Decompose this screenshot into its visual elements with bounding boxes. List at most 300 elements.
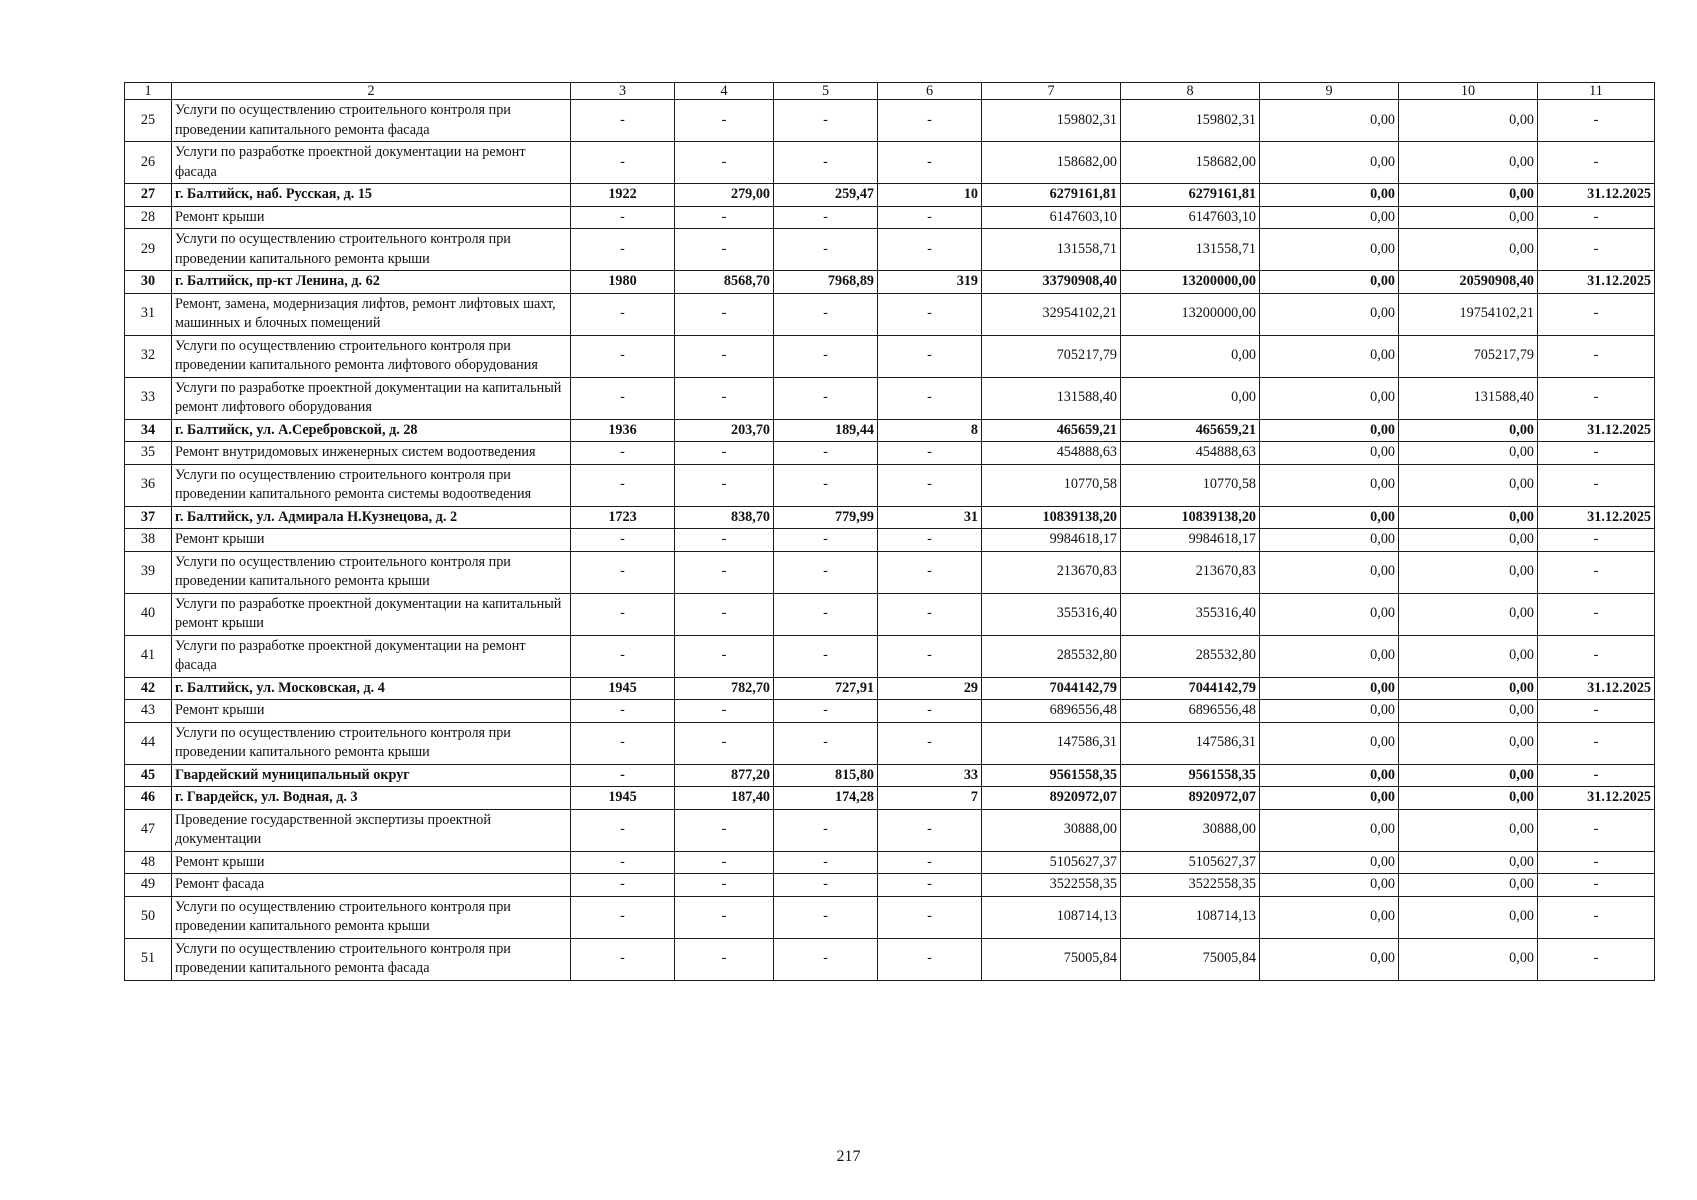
row-number-cell: 46 [125,787,172,810]
owner-cost-cell: 0,00 [1399,764,1538,787]
budget-cost-cell: 0,00 [1260,335,1399,377]
fund-cost-cell: 30888,00 [1121,809,1260,851]
residents-count-cell: - [878,142,982,184]
fund-cost-cell: 131558,71 [1121,229,1260,271]
column-number-10: 10 [1399,83,1538,100]
residents-count-cell: - [878,635,982,677]
premises-area-cell: - [774,635,878,677]
budget-cost-cell: 0,00 [1260,184,1399,207]
fund-cost-cell: 108714,13 [1121,896,1260,938]
owner-cost-cell: 0,00 [1399,896,1538,938]
work-description-cell: Услуги по осуществлению строительного контроля при проведении капитального ремонта фасада [172,100,571,142]
deadline-cell: - [1538,722,1655,764]
owner-cost-cell: 0,00 [1399,100,1538,142]
fund-cost-cell: 9984618,17 [1121,529,1260,552]
deadline-cell: - [1538,635,1655,677]
residents-count-cell: - [878,896,982,938]
year-cell: - [571,377,675,419]
deadline-cell: - [1538,874,1655,897]
total-cost-cell: 465659,21 [982,419,1121,442]
row-number-cell: 43 [125,700,172,723]
total-cost-cell: 33790908,40 [982,271,1121,294]
total-cost-cell: 75005,84 [982,938,1121,980]
deadline-cell: - [1538,229,1655,271]
row-number-cell: 44 [125,722,172,764]
year-cell: 1945 [571,677,675,700]
budget-cost-cell: 0,00 [1260,809,1399,851]
column-number-11: 11 [1538,83,1655,100]
row-number-cell: 48 [125,851,172,874]
premises-area-cell: - [774,938,878,980]
total-cost-cell: 355316,40 [982,593,1121,635]
owner-cost-cell: 0,00 [1399,184,1538,207]
owner-cost-cell: 0,00 [1399,506,1538,529]
table-row [125,529,1655,552]
total-cost-cell: 5105627,37 [982,851,1121,874]
residents-count-cell: - [878,206,982,229]
row-number-cell: 26 [125,142,172,184]
row-number-cell: 37 [125,506,172,529]
budget-cost-cell: 0,00 [1260,851,1399,874]
deadline-cell: 31.12.2025 [1538,787,1655,810]
year-cell: - [571,809,675,851]
table-row [125,635,1655,677]
year-cell: 1723 [571,506,675,529]
total-cost-cell: 6279161,81 [982,184,1121,207]
residents-count-cell: 319 [878,271,982,294]
fund-cost-cell: 6147603,10 [1121,206,1260,229]
total-cost-cell: 32954102,21 [982,293,1121,335]
total-area-cell: - [675,593,774,635]
premises-area-cell: - [774,722,878,764]
total-area-cell: 187,40 [675,787,774,810]
table-row [125,442,1655,465]
deadline-cell: - [1538,593,1655,635]
budget-cost-cell: 0,00 [1260,896,1399,938]
work-description-cell: Гвардейский муниципальный округ [172,764,571,787]
residents-count-cell: - [878,809,982,851]
year-cell: - [571,700,675,723]
budget-cost-cell: 0,00 [1260,722,1399,764]
work-description-cell: Ремонт крыши [172,529,571,552]
deadline-cell: - [1538,938,1655,980]
fund-cost-cell: 285532,80 [1121,635,1260,677]
deadline-cell: - [1538,100,1655,142]
total-cost-cell: 159802,31 [982,100,1121,142]
row-number-cell: 49 [125,874,172,897]
residents-count-cell: 31 [878,506,982,529]
total-area-cell: - [675,851,774,874]
year-cell: - [571,722,675,764]
total-area-cell: 782,70 [675,677,774,700]
row-number-cell: 45 [125,764,172,787]
work-description-cell: Ремонт, замена, модернизация лифтов, ремонт лифтовых шахт, машинных и блочных помещений [172,293,571,335]
owner-cost-cell: 0,00 [1399,809,1538,851]
owner-cost-cell: 131588,40 [1399,377,1538,419]
fund-cost-cell: 158682,00 [1121,142,1260,184]
work-description-cell: Услуги по разработке проектной документации на ремонт фасада [172,635,571,677]
premises-area-cell: - [774,851,878,874]
total-area-cell: - [675,635,774,677]
residents-count-cell: - [878,874,982,897]
page-number: 217 [836,1148,861,1165]
owner-cost-cell: 20590908,40 [1399,271,1538,294]
deadline-cell: - [1538,377,1655,419]
premises-area-cell: 259,47 [774,184,878,207]
row-number-cell: 36 [125,464,172,506]
total-area-cell: - [675,293,774,335]
total-cost-cell: 705217,79 [982,335,1121,377]
work-description-cell: Ремонт внутридомовых инженерных систем водоотведения [172,442,571,465]
year-cell: - [571,100,675,142]
deadline-cell: - [1538,142,1655,184]
table-row [125,764,1655,787]
residents-count-cell: - [878,551,982,593]
total-area-cell: - [675,377,774,419]
residents-count-cell: 29 [878,677,982,700]
premises-area-cell: 779,99 [774,506,878,529]
fund-cost-cell: 13200000,00 [1121,271,1260,294]
row-number-cell: 25 [125,100,172,142]
row-number-cell: 27 [125,184,172,207]
premises-area-cell: - [774,442,878,465]
fund-cost-cell: 10839138,20 [1121,506,1260,529]
table-row [125,271,1655,294]
budget-cost-cell: 0,00 [1260,529,1399,552]
fund-cost-cell: 6896556,48 [1121,700,1260,723]
row-number-cell: 34 [125,419,172,442]
budget-cost-cell: 0,00 [1260,874,1399,897]
table-row [125,938,1655,980]
deadline-cell: - [1538,851,1655,874]
total-area-cell: - [675,464,774,506]
year-cell: - [571,335,675,377]
total-area-cell: - [675,335,774,377]
fund-cost-cell: 10770,58 [1121,464,1260,506]
deadline-cell: - [1538,896,1655,938]
residents-count-cell: - [878,529,982,552]
budget-cost-cell: 0,00 [1260,206,1399,229]
premises-area-cell: - [774,464,878,506]
residents-count-cell: 8 [878,419,982,442]
table-row [125,229,1655,271]
work-description-cell: г. Гвардейск, ул. Водная, д. 3 [172,787,571,810]
column-number-1: 1 [125,83,172,100]
year-cell: - [571,851,675,874]
premises-area-cell: - [774,377,878,419]
year-cell: - [571,874,675,897]
budget-cost-cell: 0,00 [1260,506,1399,529]
row-number-cell: 28 [125,206,172,229]
work-description-cell: г. Балтийск, ул. Адмирала Н.Кузнецова, д. 2 [172,506,571,529]
fund-cost-cell: 213670,83 [1121,551,1260,593]
column-number-4: 4 [675,83,774,100]
budget-cost-cell: 0,00 [1260,787,1399,810]
table-row [125,551,1655,593]
total-area-cell: 877,20 [675,764,774,787]
residents-count-cell: - [878,229,982,271]
budget-cost-cell: 0,00 [1260,551,1399,593]
table-row [125,593,1655,635]
owner-cost-cell: 0,00 [1399,677,1538,700]
work-description-cell: Ремонт крыши [172,700,571,723]
work-description-cell: Услуги по осуществлению строительного контроля при проведении капитального ремонта крыши [172,551,571,593]
table-row [125,700,1655,723]
table-row [125,419,1655,442]
total-area-cell: - [675,809,774,851]
row-number-cell: 39 [125,551,172,593]
budget-cost-cell: 0,00 [1260,271,1399,294]
row-number-cell: 33 [125,377,172,419]
total-area-cell: 8568,70 [675,271,774,294]
total-area-cell: - [675,229,774,271]
owner-cost-cell: 0,00 [1399,529,1538,552]
work-description-cell: г. Балтийск, ул. Московская, д. 4 [172,677,571,700]
work-description-cell: г. Балтийск, пр-кт Ленина, д. 62 [172,271,571,294]
total-cost-cell: 454888,63 [982,442,1121,465]
residents-count-cell: - [878,700,982,723]
total-area-cell: 838,70 [675,506,774,529]
total-cost-cell: 10770,58 [982,464,1121,506]
column-number-row [125,83,1655,100]
column-number-9: 9 [1260,83,1399,100]
deadline-cell: - [1538,529,1655,552]
deadline-cell: - [1538,464,1655,506]
year-cell: - [571,896,675,938]
table-row [125,809,1655,851]
year-cell: - [571,551,675,593]
total-cost-cell: 7044142,79 [982,677,1121,700]
table-row [125,722,1655,764]
fund-cost-cell: 8920972,07 [1121,787,1260,810]
budget-cost-cell: 0,00 [1260,635,1399,677]
owner-cost-cell: 0,00 [1399,229,1538,271]
residents-count-cell: - [878,442,982,465]
total-cost-cell: 30888,00 [982,809,1121,851]
work-description-cell: Услуги по осуществлению строительного контроля при проведении капитального ремонта крыши [172,722,571,764]
work-description-cell: г. Балтийск, ул. А.Серебровской, д. 28 [172,419,571,442]
premises-area-cell: 7968,89 [774,271,878,294]
residents-count-cell: - [878,293,982,335]
fund-cost-cell: 159802,31 [1121,100,1260,142]
premises-area-cell: 815,80 [774,764,878,787]
table-row [125,142,1655,184]
deadline-cell: - [1538,764,1655,787]
total-area-cell: - [675,722,774,764]
premises-area-cell: - [774,529,878,552]
deadline-cell: - [1538,293,1655,335]
budget-cost-cell: 0,00 [1260,293,1399,335]
work-description-cell: Услуги по осуществлению строительного контроля при проведении капитального ремонта крыши [172,229,571,271]
table-row [125,896,1655,938]
row-number-cell: 51 [125,938,172,980]
fund-cost-cell: 7044142,79 [1121,677,1260,700]
work-description-cell: Услуги по осуществлению строительного контроля при проведении капитального ремонта фасада [172,938,571,980]
total-area-cell: - [675,938,774,980]
row-number-cell: 50 [125,896,172,938]
total-cost-cell: 147586,31 [982,722,1121,764]
table-row [125,464,1655,506]
owner-cost-cell: 19754102,21 [1399,293,1538,335]
owner-cost-cell: 0,00 [1399,551,1538,593]
budget-cost-cell: 0,00 [1260,677,1399,700]
total-cost-cell: 285532,80 [982,635,1121,677]
deadline-cell: - [1538,442,1655,465]
residents-count-cell: - [878,335,982,377]
table-row [125,377,1655,419]
work-description-cell: Услуги по разработке проектной документации на ремонт фасада [172,142,571,184]
owner-cost-cell: 0,00 [1399,419,1538,442]
table-row [125,293,1655,335]
work-description-cell: Ремонт крыши [172,206,571,229]
total-cost-cell: 3522558,35 [982,874,1121,897]
year-cell: 1945 [571,787,675,810]
year-cell: - [571,635,675,677]
deadline-cell: - [1538,551,1655,593]
premises-area-cell: - [774,142,878,184]
row-number-cell: 40 [125,593,172,635]
premises-area-cell: - [774,700,878,723]
work-description-cell: г. Балтийск, наб. Русская, д. 15 [172,184,571,207]
table-row [125,335,1655,377]
table-row [125,100,1655,142]
total-area-cell: - [675,100,774,142]
total-cost-cell: 9561558,35 [982,764,1121,787]
total-area-cell: - [675,896,774,938]
budget-cost-cell: 0,00 [1260,229,1399,271]
table-row [125,874,1655,897]
budget-cost-cell: 0,00 [1260,700,1399,723]
deadline-cell: 31.12.2025 [1538,419,1655,442]
year-cell: 1980 [571,271,675,294]
total-cost-cell: 131558,71 [982,229,1121,271]
fund-cost-cell: 13200000,00 [1121,293,1260,335]
fund-cost-cell: 3522558,35 [1121,874,1260,897]
budget-cost-cell: 0,00 [1260,938,1399,980]
budget-cost-cell: 0,00 [1260,464,1399,506]
budget-cost-cell: 0,00 [1260,377,1399,419]
residents-count-cell: - [878,722,982,764]
year-cell: - [571,229,675,271]
table-body [125,83,1655,981]
total-area-cell: 203,70 [675,419,774,442]
row-number-cell: 35 [125,442,172,465]
owner-cost-cell: 0,00 [1399,206,1538,229]
table-row [125,677,1655,700]
year-cell: - [571,464,675,506]
year-cell: 1922 [571,184,675,207]
table-row [125,206,1655,229]
budget-cost-cell: 0,00 [1260,764,1399,787]
year-cell: - [571,442,675,465]
column-number-2: 2 [172,83,571,100]
work-description-cell: Услуги по разработке проектной документации на капитальный ремонт лифтового оборудования [172,377,571,419]
work-description-cell: Услуги по осуществлению строительного контроля при проведении капитального ремонта лифтового оборудования [172,335,571,377]
total-area-cell: - [675,874,774,897]
total-cost-cell: 6896556,48 [982,700,1121,723]
owner-cost-cell: 0,00 [1399,938,1538,980]
total-cost-cell: 131588,40 [982,377,1121,419]
row-number-cell: 41 [125,635,172,677]
column-number-8: 8 [1121,83,1260,100]
fund-cost-cell: 9561558,35 [1121,764,1260,787]
row-number-cell: 32 [125,335,172,377]
total-cost-cell: 10839138,20 [982,506,1121,529]
table-row [125,506,1655,529]
total-cost-cell: 6147603,10 [982,206,1121,229]
premises-area-cell: - [774,874,878,897]
premises-area-cell: - [774,896,878,938]
row-number-cell: 30 [125,271,172,294]
work-description-cell: Услуги по разработке проектной документации на капитальный ремонт крыши [172,593,571,635]
document-sheet [124,82,1654,981]
row-number-cell: 47 [125,809,172,851]
work-description-cell: Ремонт фасада [172,874,571,897]
table-row [125,184,1655,207]
year-cell: - [571,142,675,184]
residents-count-cell: - [878,851,982,874]
premises-area-cell: - [774,809,878,851]
column-number-7: 7 [982,83,1121,100]
row-number-cell: 31 [125,293,172,335]
row-number-cell: 29 [125,229,172,271]
total-cost-cell: 8920972,07 [982,787,1121,810]
owner-cost-cell: 0,00 [1399,851,1538,874]
column-number-6: 6 [878,83,982,100]
budget-cost-cell: 0,00 [1260,100,1399,142]
premises-area-cell: - [774,593,878,635]
premises-area-cell: - [774,335,878,377]
owner-cost-cell: 0,00 [1399,787,1538,810]
residents-count-cell: 10 [878,184,982,207]
premises-area-cell: - [774,293,878,335]
table-row [125,851,1655,874]
repair-program-table [124,82,1655,981]
budget-cost-cell: 0,00 [1260,142,1399,184]
year-cell: - [571,593,675,635]
year-cell: - [571,764,675,787]
residents-count-cell: - [878,593,982,635]
fund-cost-cell: 465659,21 [1121,419,1260,442]
row-number-cell: 38 [125,529,172,552]
work-description-cell: Услуги по осуществлению строительного контроля при проведении капитального ремонта системы водоотведения [172,464,571,506]
work-description-cell: Проведение государственной экспертизы проектной документации [172,809,571,851]
deadline-cell: - [1538,809,1655,851]
total-area-cell: - [675,551,774,593]
deadline-cell: 31.12.2025 [1538,184,1655,207]
owner-cost-cell: 0,00 [1399,874,1538,897]
premises-area-cell: 189,44 [774,419,878,442]
year-cell: - [571,293,675,335]
fund-cost-cell: 0,00 [1121,377,1260,419]
deadline-cell: - [1538,335,1655,377]
table-row [125,787,1655,810]
deadline-cell: 31.12.2025 [1538,677,1655,700]
total-cost-cell: 158682,00 [982,142,1121,184]
premises-area-cell: - [774,100,878,142]
total-cost-cell: 108714,13 [982,896,1121,938]
total-area-cell: 279,00 [675,184,774,207]
residents-count-cell: - [878,100,982,142]
residents-count-cell: 33 [878,764,982,787]
total-area-cell: - [675,142,774,184]
residents-count-cell: 7 [878,787,982,810]
deadline-cell: 31.12.2025 [1538,506,1655,529]
total-area-cell: - [675,700,774,723]
residents-count-cell: - [878,938,982,980]
fund-cost-cell: 147586,31 [1121,722,1260,764]
column-number-3: 3 [571,83,675,100]
